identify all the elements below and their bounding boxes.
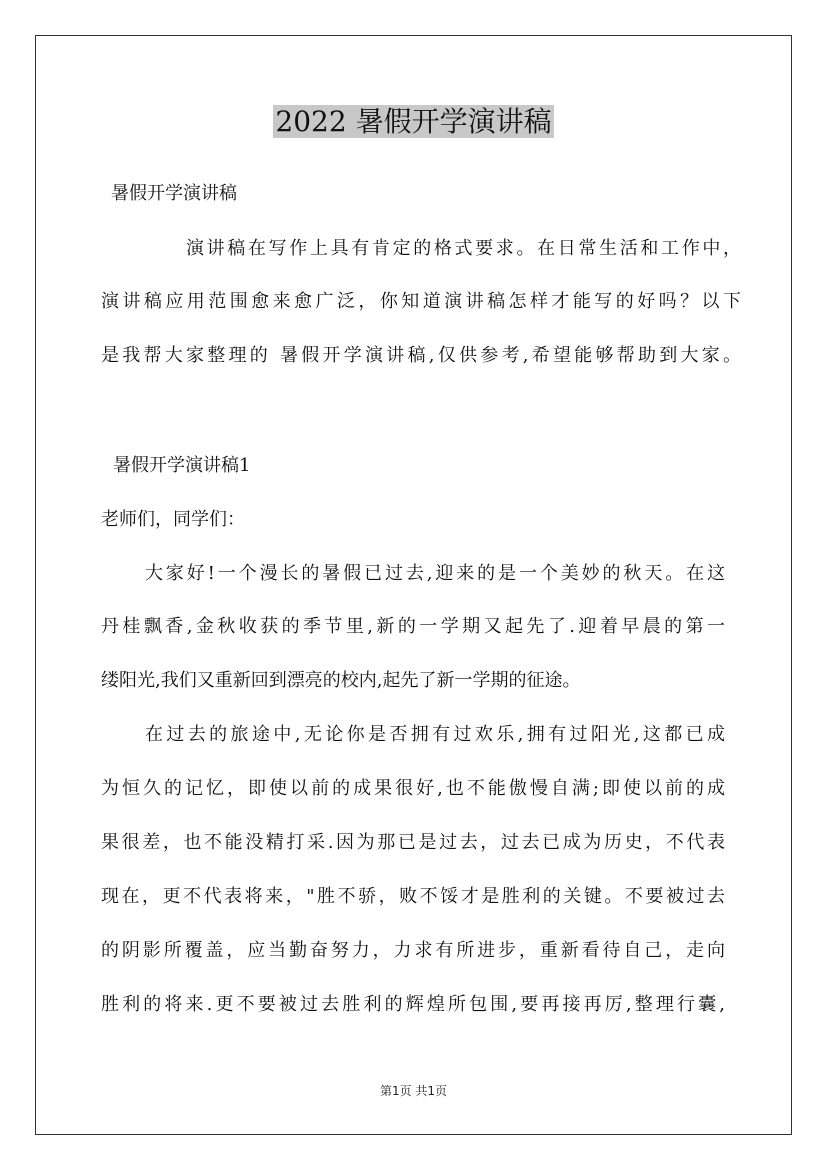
section-heading: 暑假开学演讲稿1: [113, 455, 251, 476]
paragraph2-line-4: 现在，更不代表将来，"胜不骄，败不馁才是胜利的关键。不要被过去: [101, 886, 725, 907]
paragraph1-line-2: 丹桂飘香,金秋收获的季节里,新的一学期又起先了.迎着早晨的第一: [101, 616, 725, 637]
paragraph2-line-6: 胜利的将来.更不要被过去胜利的辉煌所包围,要再接再厉,整理行囊,: [101, 994, 725, 1015]
document-subtitle: 暑假开学演讲稿: [111, 183, 237, 204]
page-footer: 第1页 共1页: [379, 1084, 448, 1098]
paragraph1-line-3: 缕阳光,我们又重新回到漂亮的校内,起先了新一学期的征途。: [101, 670, 581, 691]
document-title-text: 2022 暑假开学演讲稿: [275, 105, 552, 138]
salutation: 老师们，同学们：: [101, 509, 245, 530]
paragraph1-line-1: 大家好!一个漫长的暑假已过去,迎来的是一个美妙的秋天。在这: [145, 563, 725, 584]
intro-line-2: 演讲稿应用范围愈来愈广泛，你知道演讲稿怎样才能写的好吗？以下: [101, 291, 741, 312]
paragraph2-line-5: 的阴影所覆盖，应当勤奋努力，力求有所进步，重新看待自己，走向: [101, 940, 725, 961]
intro-line-3: 是我帮大家整理的 暑假开学演讲稿,仅供参考,希望能够帮助到大家。: [101, 345, 741, 366]
paragraph2-line-2: 为恒久的记忆，即使以前的成果很好,也不能傲慢自满;即使以前的成: [101, 778, 725, 799]
paragraph2-line-3: 果很差，也不能没精打采.因为那已是过去，过去已成为历史，不代表: [101, 832, 725, 853]
paragraph2-line-1: 在过去的旅途中,无论你是否拥有过欢乐,拥有过阳光,这都已成: [145, 724, 725, 745]
document-title: [0, 100, 827, 144]
intro-line-1: 演讲稿在写作上具有肯定的格式要求。在日常生活和工作中，: [186, 238, 741, 259]
